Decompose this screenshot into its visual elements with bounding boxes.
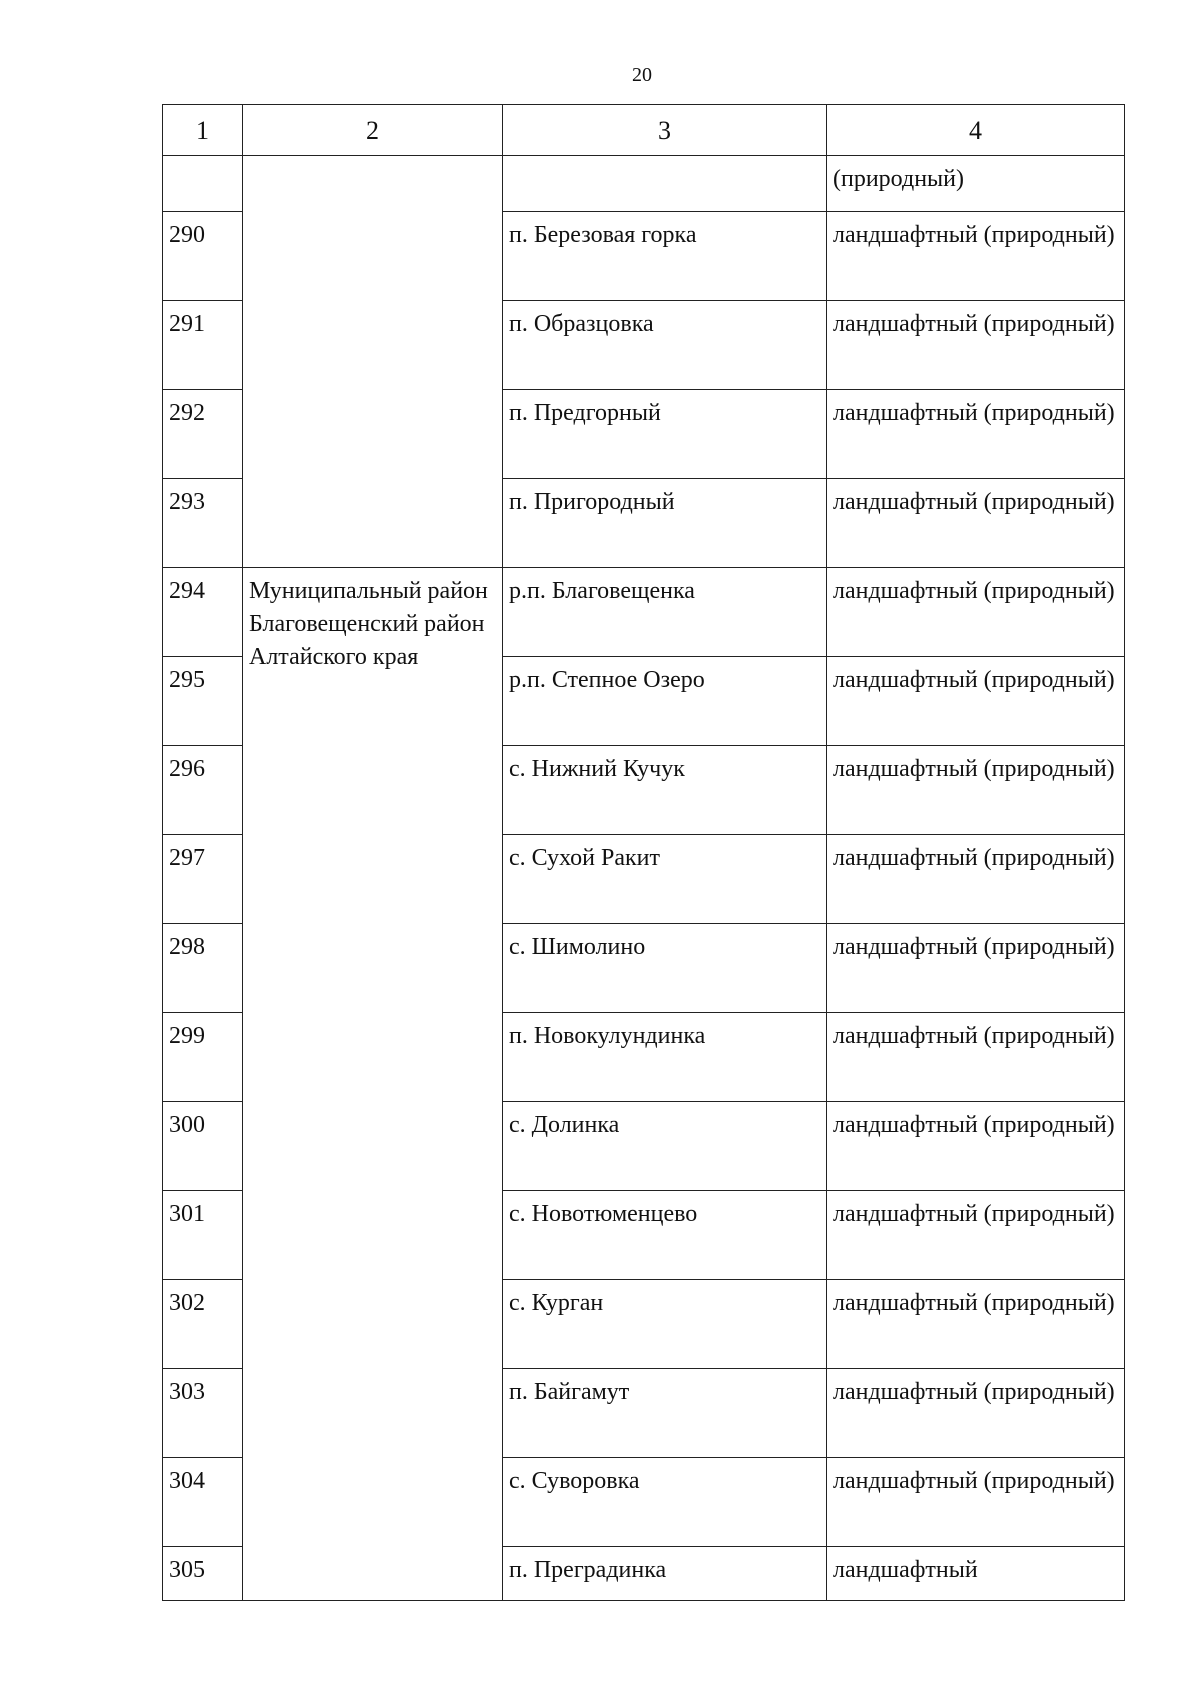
settlement-name: с. Курган <box>503 1280 827 1369</box>
row-number: 290 <box>163 212 243 301</box>
settlement-name: р.п. Степное Озеро <box>503 657 827 746</box>
row-number: 300 <box>163 1102 243 1191</box>
row-number: 305 <box>163 1547 243 1601</box>
settlement-type: ландшафтный (природный) <box>827 1013 1125 1102</box>
settlement-type: ландшафтный (природный) <box>827 1280 1125 1369</box>
settlement-name <box>503 156 827 212</box>
settlement-name: п. Образцовка <box>503 301 827 390</box>
row-number: 302 <box>163 1280 243 1369</box>
settlement-type: (природный) <box>827 156 1125 212</box>
settlement-name: п. Байгамут <box>503 1369 827 1458</box>
settlement-type: ландшафтный (природный) <box>827 746 1125 835</box>
settlement-type: ландшафтный (природный) <box>827 1369 1125 1458</box>
settlement-type: ландшафтный (природный) <box>827 1102 1125 1191</box>
table-row <box>163 156 1125 212</box>
table-row <box>163 568 1125 657</box>
settlement-type: ландшафтный (природный) <box>827 835 1125 924</box>
settlement-name: с. Нижний Кучук <box>503 746 827 835</box>
settlement-name: п. Новокулундинка <box>503 1013 827 1102</box>
settlement-name: с. Сухой Ракит <box>503 835 827 924</box>
row-number: 304 <box>163 1458 243 1547</box>
settlement-type: ландшафтный (природный) <box>827 390 1125 479</box>
row-number: 299 <box>163 1013 243 1102</box>
settlements-table <box>162 104 1125 1601</box>
settlement-name: с. Суворовка <box>503 1458 827 1547</box>
settlement-type: ландшафтный (природный) <box>827 924 1125 1013</box>
header-row <box>163 105 1125 156</box>
header-col-2: 2 <box>243 105 503 156</box>
settlement-type: ландшафтный <box>827 1547 1125 1601</box>
settlement-type: ландшафтный (природный) <box>827 479 1125 568</box>
row-number <box>163 156 243 212</box>
row-number: 296 <box>163 746 243 835</box>
district-name: Муниципальный район Благовещенский район Алтайского края <box>243 568 503 1601</box>
settlement-type: ландшафтный (природный) <box>827 301 1125 390</box>
settlement-name: п. Преградинка <box>503 1547 827 1601</box>
settlement-name: п. Предгорный <box>503 390 827 479</box>
settlement-name: с. Новотюменцево <box>503 1191 827 1280</box>
row-number: 303 <box>163 1369 243 1458</box>
settlement-type: ландшафтный (природный) <box>827 1458 1125 1547</box>
page-number: 20 <box>632 64 652 86</box>
row-number: 301 <box>163 1191 243 1280</box>
row-number: 291 <box>163 301 243 390</box>
row-number: 292 <box>163 390 243 479</box>
settlement-name: п. Березовая горка <box>503 212 827 301</box>
settlement-name: п. Пригородный <box>503 479 827 568</box>
settlement-name: с. Долинка <box>503 1102 827 1191</box>
settlement-name: с. Шимолино <box>503 924 827 1013</box>
row-number: 298 <box>163 924 243 1013</box>
header-col-4: 4 <box>827 105 1125 156</box>
header-col-3: 3 <box>503 105 827 156</box>
settlement-name: р.п. Благовещенка <box>503 568 827 657</box>
settlement-type: ландшафтный (природный) <box>827 212 1125 301</box>
row-number: 295 <box>163 657 243 746</box>
settlement-type: ландшафтный (природный) <box>827 568 1125 657</box>
settlement-type: ландшафтный (природный) <box>827 657 1125 746</box>
row-number: 294 <box>163 568 243 657</box>
row-number: 293 <box>163 479 243 568</box>
row-number: 297 <box>163 835 243 924</box>
header-col-1: 1 <box>163 105 243 156</box>
district-cell-empty <box>243 156 503 568</box>
settlement-type: ландшафтный (природный) <box>827 1191 1125 1280</box>
